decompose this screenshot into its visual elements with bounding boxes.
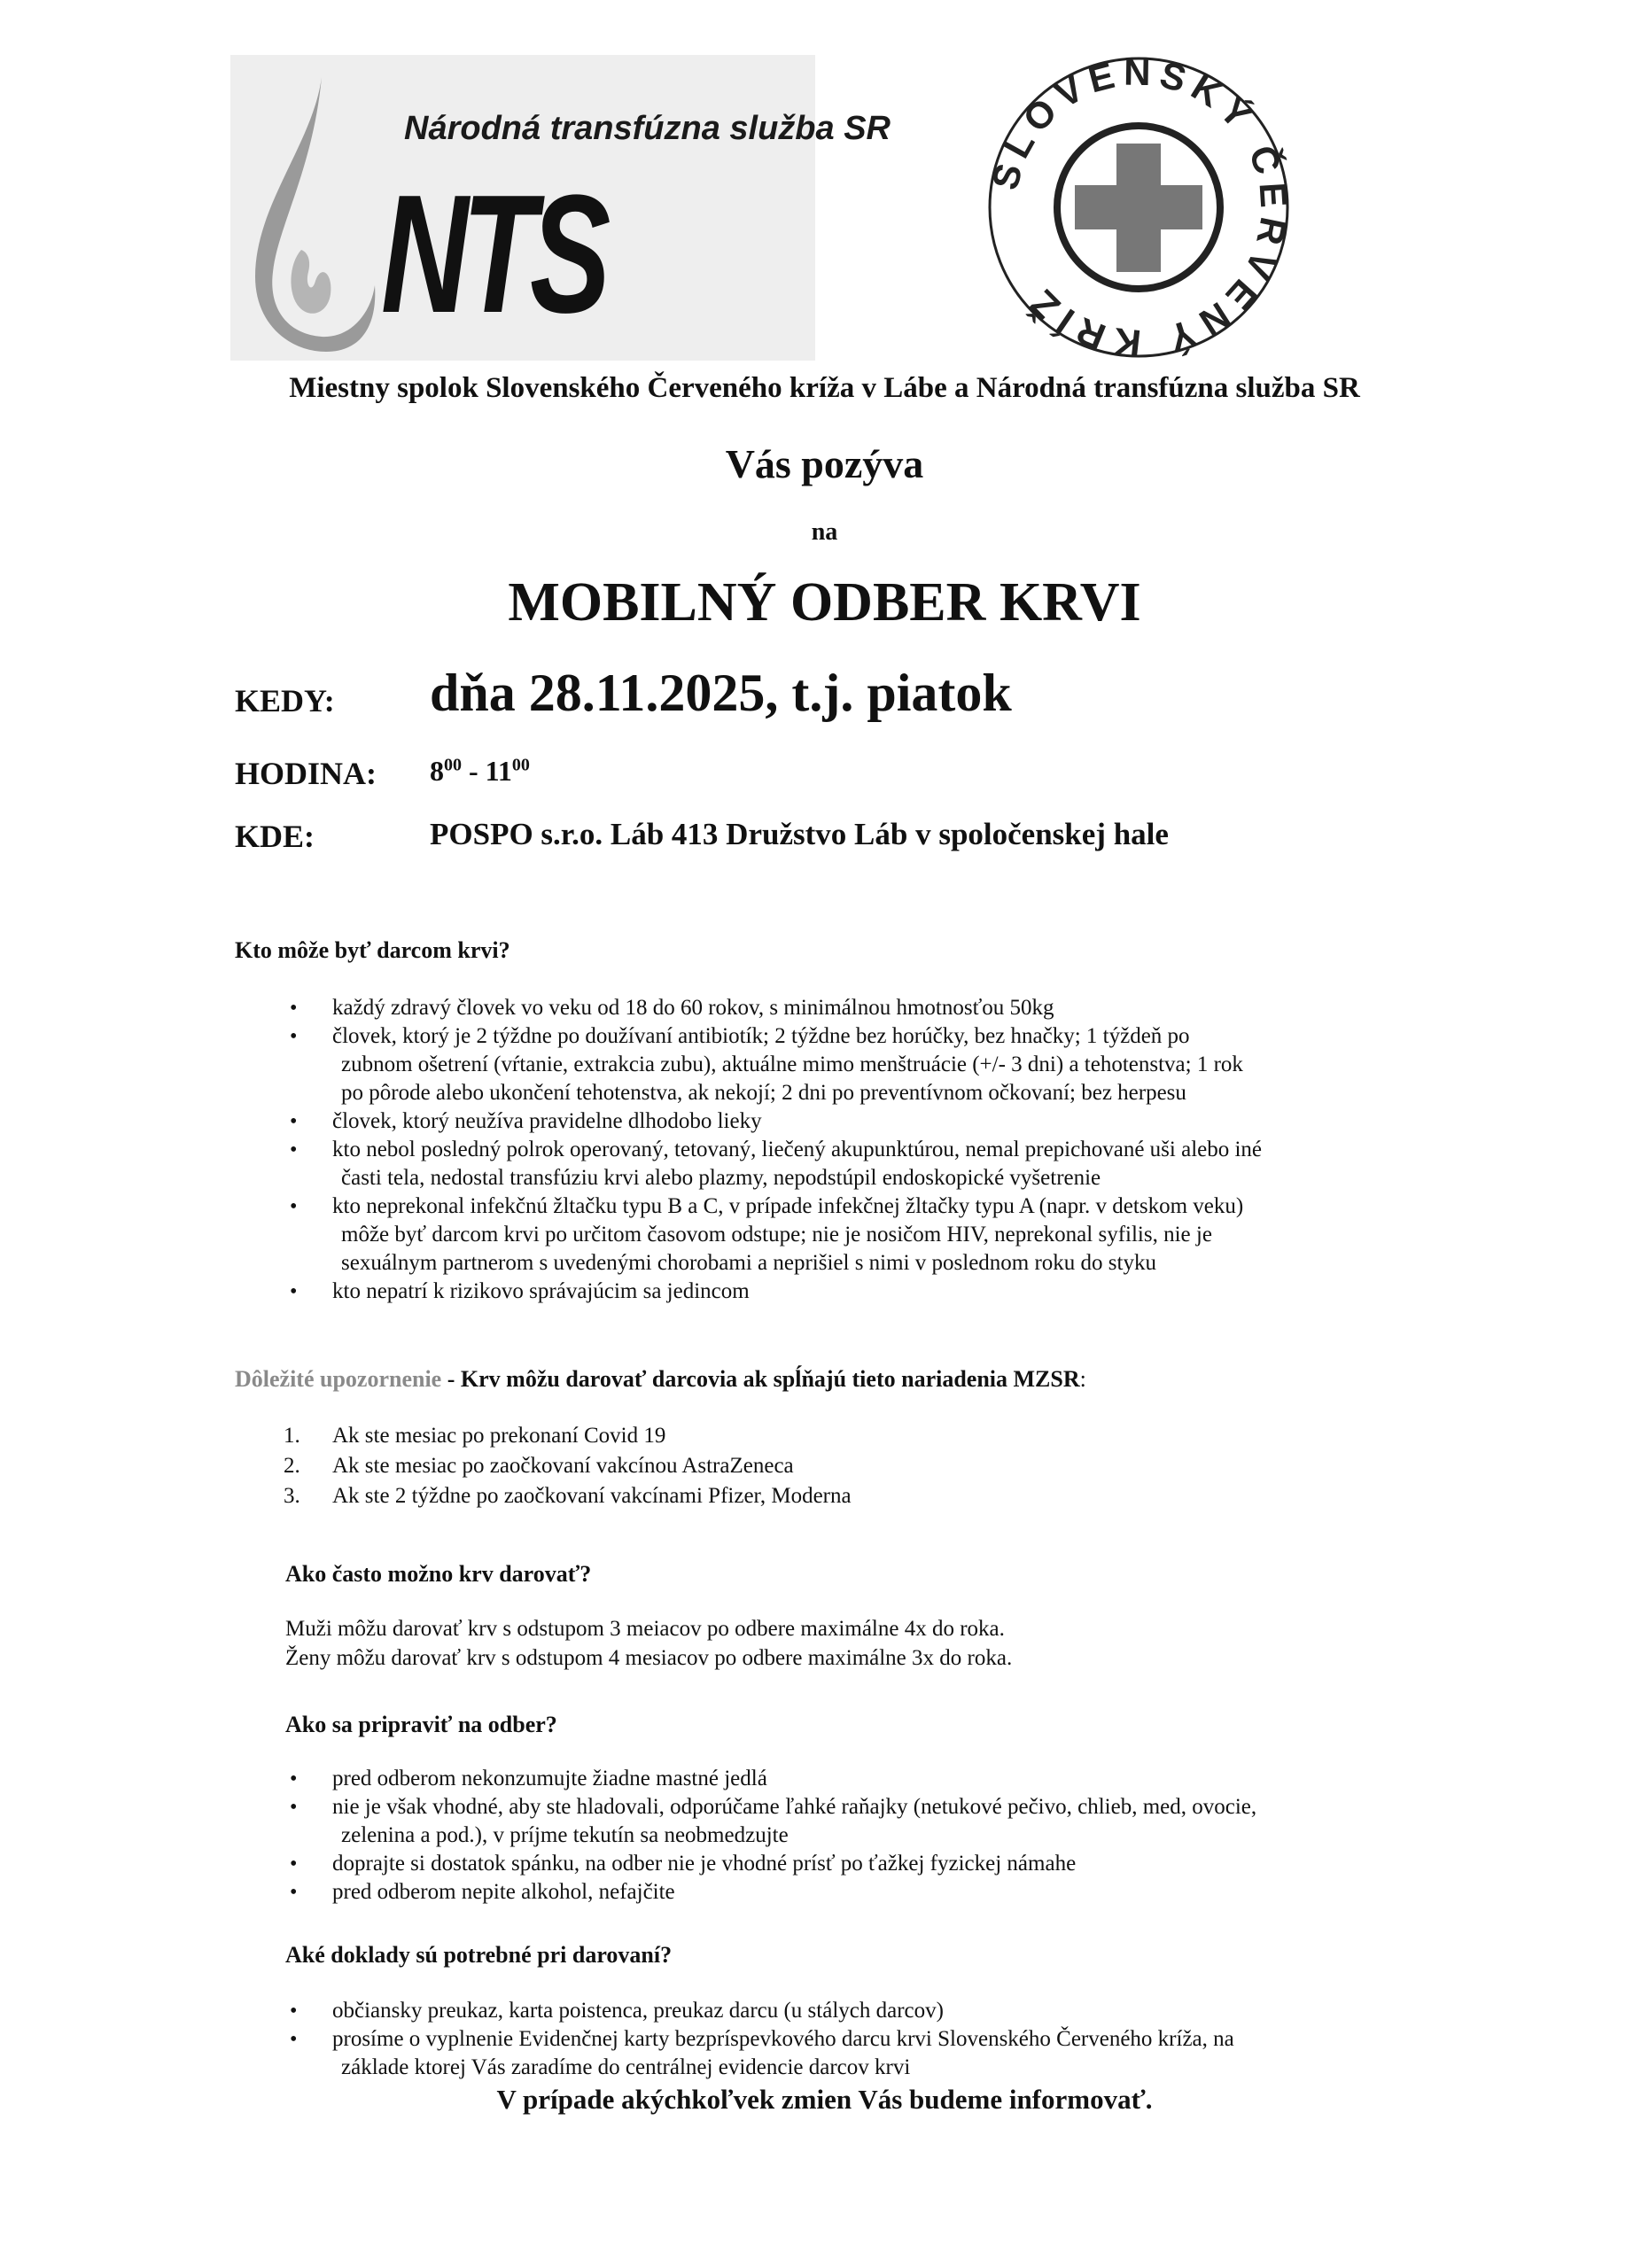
when-label: KEDY: [235,683,335,718]
list-item: • pred odberom nekonzumujte žiadne mastné jedlá [332,1765,1387,1793]
blood-drop-icon [246,73,379,356]
where-label: KDE: [235,819,315,854]
time-sep: - [462,755,486,787]
list-item: • občiansky preukaz, karta poistenca, preukaz darcu (u stálych darcov) [332,1997,1387,2025]
event-title: MOBILNÝ ODBER KRVI [508,572,1141,633]
time-end-min: 00 [511,755,530,775]
list-item: 2. Ak ste mesiac po zaočkovaní vakcínou AstraZeneca [284,1454,794,1478]
list-item: • človek, ktorý neužíva pravidelne dlhodobo lieky [332,1107,1396,1136]
time-start-hour: 8 [430,755,444,787]
red-cross-emblem-icon [979,55,1298,361]
time-label: HODINA: [235,756,377,791]
nts-org-name: Národná transfúzna služba SR [404,110,891,147]
list-item: • človek, ktorý je 2 týždne po doužívaní antibiotík; 2 týždne bez horúčky, bez hnačky; 1 týždeň po zubnom ošetrení (vŕtanie, extrakcia zubu), aktuálne mimo menštruácie (+/- 3 dni) a tehotenstva; 1 rok po pôrode alebo ukončení tehotenstva, ak nekojí; 2 dni po preventívnom očkovaní; bez herpesu [332,1022,1396,1107]
who-heading: Kto môže byť darcom krvi? [235,937,510,963]
list-item: • prosíme o vyplnenie Evidenčnej karty bezpríspevkového darcu krvi Slovenského Červeného kríža, na základe ktorej Vás zaradíme do centrálnej evidencie darcov krvi [332,2025,1387,2082]
when-value: dňa 28.11.2025, t.j. piatok [430,664,1012,722]
nts-abbr: NTS [381,160,604,348]
prepare-heading: Ako sa pripraviť na odber? [285,1712,557,1737]
list-item: • kto neprekonal infekčnú žltačku typu B a C, v prípade infekčnej žltačky typu A (napr. v detskom veku) môže byť darcom krvi po určitom časovom odstupe; nie je nosičom HIV, neprekonal syfilis, nie je sexuálnym partnerom s uvedenými chorobami a neprišiel s nimi v poslednom roku do styku [332,1192,1396,1278]
list-item: 3. Ak ste 2 týždne po zaočkovaní vakcínami Pfizer, Moderna [284,1484,852,1508]
final-notice: V prípade akýchkoľvek zmien Vás budeme informovať. [496,2084,1153,2115]
documents-list [332,1997,1387,2082]
list-item: • doprajte si dostatok spánku, na odber nie je vhodné prísť po ťažkej fyzickej námahe [332,1850,1387,1878]
on-text: na [811,518,838,546]
prepare-list [332,1765,1387,1907]
time-start-min: 00 [444,755,462,775]
warning-list [284,1421,852,1511]
list-item: 1. Ak ste mesiac po prekonaní Covid 19 [284,1424,666,1448]
nts-logo [230,55,891,361]
time-end-hour: 11 [485,755,512,787]
often-women: Ženy môžu darovať krv s odstupom 4 mesiacov po odbere maximálne 3x do roka. [285,1646,1013,1670]
red-cross-logo [979,55,1298,361]
who-list [332,994,1396,1306]
time-value [430,755,530,788]
list-item: • kto nepatrí k rizikovo správajúcim sa jedincom [332,1278,1396,1306]
warning-heading: Dôležité upozornenie - Krv môžu darovať darcovia ak spĺňajú tieto nariadenia MZSR: [235,1366,1086,1392]
list-item: • každý zdravý človek vo veku od 18 do 60 rokov, s minimálnou hmotnosťou 50kg [332,994,1396,1022]
invites-text: Vás pozýva [725,441,924,486]
list-item: • nie je však vhodné, aby ste hladovali, odporúčame ľahké raňajky (netukové pečivo, chlieb, med, ovocie, zelenina a pod.), v príjme tekutín sa neobmedzujte [332,1793,1387,1850]
often-men: Muži môžu darovať krv s odstupom 3 meiacov po odbere maximálne 4x do roka. [285,1617,1005,1641]
svg-text:SLOVENSKÝ ČERVENÝ KRÍŽ: SLOVENSKÝ ČERVENÝ KRÍŽ [984,55,1295,361]
list-item: • pred odberom nepite alkohol, nefajčite [332,1878,1387,1907]
warning-text: - Krv môžu darovať darcovia ak spĺňajú tieto nariadenia MZSR [441,1366,1080,1392]
list-item: • kto nebol posledný polrok operovaný, tetovaný, liečený akupunktúrou, nemal prepichované uši alebo iné časti tela, nedostal transfúziu krvi alebo plazmy, nepodstúpil endoskopické vyšetrenie [332,1136,1396,1192]
where-value: POSPO s.r.o. Láb 413 Družstvo Láb v spoločenskej hale [430,817,1169,851]
intro-text: Miestny spolok Slovenského Červeného kríža v Lábe a Národná transfúzna služba SR [289,372,1360,404]
often-heading: Ako často možno krv darovať? [285,1561,592,1587]
documents-heading: Aké doklady sú potrebné pri darovaní? [285,1942,673,1968]
warning-label: Dôležité upozornenie [235,1366,442,1392]
